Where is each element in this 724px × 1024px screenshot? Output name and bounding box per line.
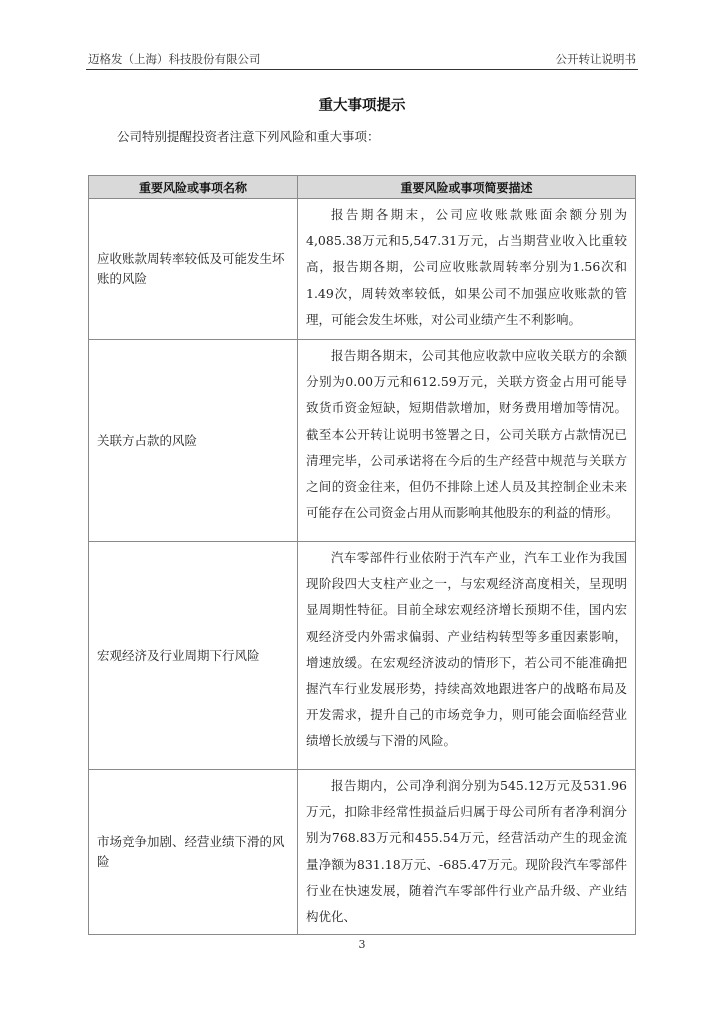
table-row	[89, 199, 636, 340]
risk-name-cell: 市场竞争加剧、经营业绩下滑的风险	[89, 770, 298, 935]
page-title: 重大事项提示	[318, 97, 406, 114]
risk-name-cell: 应收账款周转率较低及可能发生坏账的风险	[89, 199, 298, 340]
risk-description-text: 汽车零部件行业依附于汽车产业，汽车工业作为我国现阶段四大支柱产业之一，与宏观经济高度相关，呈现明显周期性特征。目前全球宏观经济增长预期不佳，国内宏观经济受内外需求偏弱、产业结构转型等多重因素影响，增速放缓。在宏观经济波动的情形下，若公司不能准确把握汽车行业发展形势，持续高效地跟进客户的战略布局及开发需求，提升自己的市场竞争力，则可能会面临经营业绩增长放缓与下滑的风险。	[306, 550, 627, 749]
risk-description-cell	[298, 340, 636, 542]
risk-description-text: 报告期各期末，公司其他应收款中应收关联方的余额分别为0.00万元和612.59万元，关联方资金占用可能导致货币资金短缺，短期借款增加，财务费用增加等情况。截至本公开转让说明书签署之日，公司关联方占款情况已清理完毕，公司承诺将在今后的生产经营中规范与关联方之间的资金往来，但仍不排除上述人员及其控制企业未来可能存在公司资金占用从而影响其他股东的利益的情形。	[306, 348, 627, 521]
risk-name-cell: 关联方占款的风险	[89, 340, 298, 542]
column-header-risk-description: 重要风险或事项简要描述	[298, 176, 636, 199]
table-header-row	[89, 176, 636, 199]
risk-description-cell	[298, 199, 636, 340]
page-number: 3	[358, 938, 366, 951]
intro-text: 公司特别提醒投资者注意下列风险和重大事项：	[117, 129, 380, 144]
table-row	[89, 340, 636, 542]
page-header	[86, 49, 638, 70]
risk-description-cell	[298, 542, 636, 770]
header-company: 迈格发（上海）科技股份有限公司	[88, 52, 261, 66]
table-row	[89, 770, 636, 935]
header-doc-type: 公开转让说明书	[555, 52, 636, 66]
risk-name-cell: 宏观经济及行业周期下行风险	[89, 542, 298, 770]
table-row	[89, 542, 636, 770]
risk-table	[88, 175, 636, 935]
column-header-risk-name: 重要风险或事项名称	[89, 176, 298, 199]
risk-description-text: 报告期各期末，公司应收账款账面余额分别为4,085.38万元和5,547.31万元，占当期营业收入比重较高，报告期各期，公司应收账款周转率分别为1.56次和1.49次，周转效率较低，如果公司不加强应收账款的管理，可能会发生坏账，对公司业绩产生不利影响。	[306, 207, 627, 327]
risk-description-cell	[298, 770, 636, 935]
risk-description-text: 报告期内，公司净利润分别为545.12万元及531.96万元，扣除非经常性损益后归属于母公司所有者净利润分别为768.83万元和455.54万元，经营活动产生的现金流量净额为831.18万元、-685.47万元。现阶段汽车零部件行业在快速发展，随着汽车零部件行业产品升级、产业结构优化、	[306, 778, 627, 925]
